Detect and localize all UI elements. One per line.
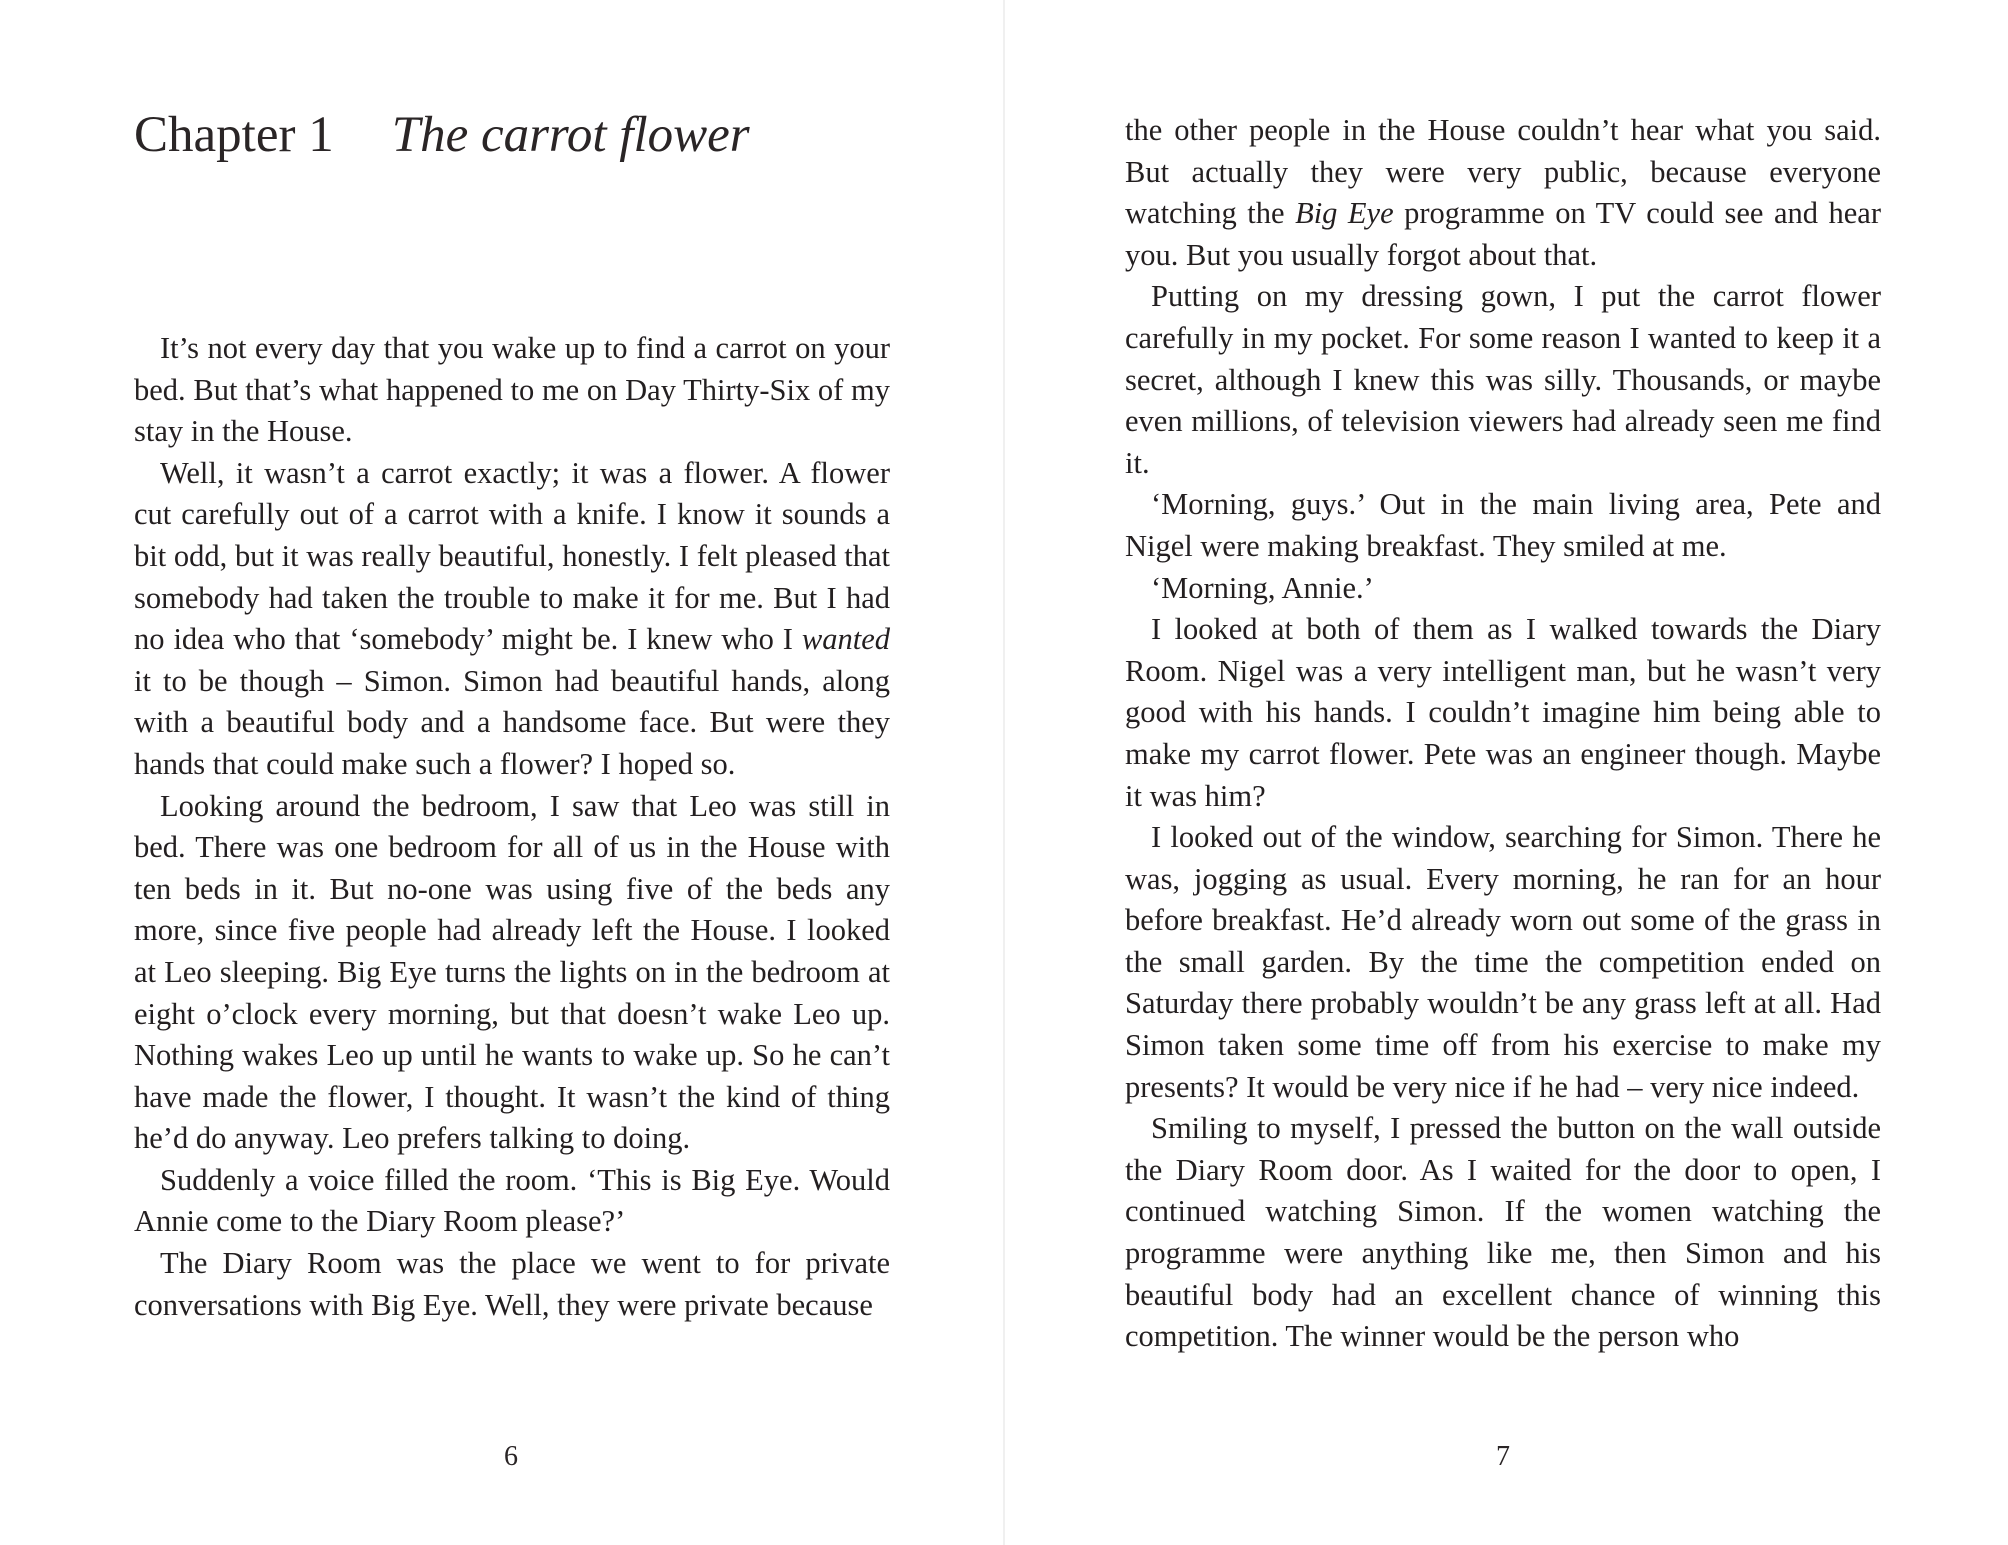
left-body-text (134, 328, 890, 1326)
text-run: ‘Morning, guys.’ Out in the main living area, Pete and Nigel were making breakfast. They smiled at me. (1125, 487, 1881, 563)
paragraph (1125, 1108, 1881, 1358)
text-run: It’s not every day that you wake up to find a carrot on your bed. But that’s what happened to me on Day Thirty-Six of my stay in the House. (134, 331, 890, 449)
text-run: ‘Morning, Annie.’ (1151, 570, 1374, 605)
italic-text: wanted (801, 622, 890, 657)
page-number-right: 7 (1496, 1441, 1510, 1472)
text-run: programme on TV could see and hear you. But you usually forgot about that. (1125, 196, 1881, 272)
right-body-text (1125, 110, 1881, 1358)
text-run: Suddenly a voice filled the room. ‘This is Big Eye. Would Annie come to the Diary Room please?’ (134, 1162, 890, 1239)
paragraph (1125, 110, 1881, 276)
paragraph (1125, 276, 1881, 484)
paragraph (1125, 817, 1881, 1108)
chapter-title: The carrot flower (391, 107, 750, 163)
text-run: I looked at both of them as I walked towards the Diary Room. Nigel was a very intelligent man, but he wasn’t very good with his hands. I couldn’t imagine him being able to make my carrot flower. Pete was an engineer though. Maybe it was him? (1125, 612, 1881, 813)
chapter-number: Chapter 1 (134, 107, 334, 163)
text-run: Putting on my dressing gown, I put the carrot flower carefully in my pocket. For some reason I wanted to keep it a secret, although I knew this was silly. Thousands, or maybe even millions, of television viewers had already seen me find it. (1125, 279, 1881, 480)
paragraph (134, 328, 890, 453)
text-run: The Diary Room was the place we went to for private conversations with Big Eye. Well, they were private because (134, 1246, 890, 1322)
paragraph (134, 453, 890, 786)
text-run: Well, it wasn’t a carrot exactly; it was a flower. A flower cut carefully out of a carrot with a knife. I know it sounds a bit odd, but it was really beautiful, honestly. I felt pleased that somebody had taken the trouble to make it for me. But I had no idea who that ‘somebody’ might be. I knew who I (134, 455, 890, 657)
paragraph (134, 786, 890, 1160)
paragraph (1125, 609, 1881, 817)
right-page (1005, 0, 2008, 1545)
text-run: it to be though – Simon. Simon had beautiful hands, along with a beautiful body and a handsome face. But were they hands that could make such a flower? I hoped so. (134, 663, 890, 781)
text-run: Looking around the bedroom, I saw that Leo was still in bed. There was one bedroom for all of us in the House with ten beds in it. But no-one was using five of the beds any more, since five people had already left the House. I looked at Leo sleeping. Big Eye turns the lights on in the bedroom at eight o’clock every morning, but that doesn’t wake Leo up. Nothing wakes Leo up until he wants to wake up. So he can’t have made the flower, I thought. It wasn’t the kind of thing he’d do anyway. Leo prefers talking to doing. (134, 788, 890, 1156)
text-run: I looked out of the window, searching for Simon. There he was, jogging as usual. Every morning, he ran for an hour before breakfast. He’d already worn out some of the grass in the small garden. By the time the competition ended on Saturday there probably wouldn’t be any grass left at all. Had Simon taken some time off from his exercise to make my presents? It would be very nice if he had – very nice indeed. (1125, 820, 1881, 1104)
left-page (0, 0, 1003, 1545)
text-run: the other people in the House couldn’t hear what you said. But actually they were very public, because everyone watching the (1125, 113, 1881, 231)
text-run: Smiling to myself, I pressed the button on the wall outside the Diary Room door. As I waited for the door to open, I continued watching Simon. If the women watching the programme were anything like me, then Simon and his beautiful body had an excellent chance of winning this competition. The winner would be the person who (1125, 1111, 1881, 1354)
chapter-heading (134, 100, 750, 170)
paragraph (1125, 568, 1881, 610)
paragraph (1125, 484, 1881, 567)
page-number-left: 6 (504, 1441, 518, 1472)
paragraph (134, 1160, 890, 1243)
paragraph (134, 1243, 890, 1326)
italic-text: Big Eye (1295, 196, 1394, 231)
